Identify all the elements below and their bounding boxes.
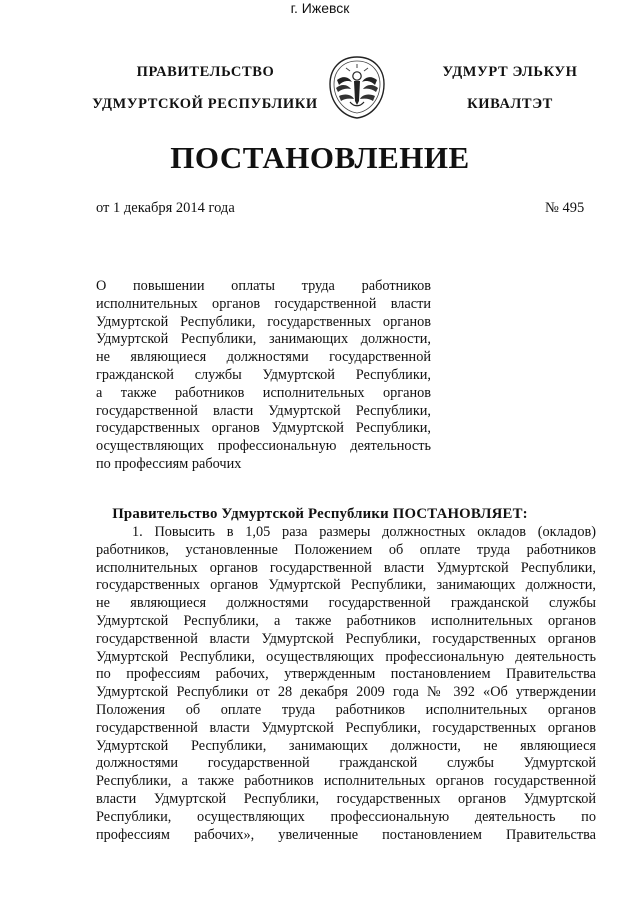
subject-line: не являющиеся должностями государственной [96, 349, 431, 366]
body-line: Республики, а также работников исполнительных органов государственной [96, 773, 596, 790]
document-body [96, 524, 596, 844]
body-line: Удмуртской Республики от 28 декабря 2009 года № 392 «Об утверждении [96, 684, 596, 701]
body-line: власти Удмуртской Республики, государственных органов Удмуртской [96, 790, 596, 807]
header-republic-title-udm: КИВАЛТЭТ [467, 96, 553, 112]
subject-line: Удмуртской Республики, занимающих должности, [96, 331, 431, 348]
body-line: работников, установленные Положением об оплате труда работников [96, 541, 596, 558]
body-line: по профессиям рабочих, утвержденным постановлением Правительства [96, 666, 596, 683]
document-date: от 1 декабря 2014 года [96, 200, 235, 216]
header-government-title-ru: ПРАВИТЕЛЬСТВО [136, 64, 275, 80]
document-title: ПОСТАНОВЛЕНИЕ [170, 140, 470, 175]
body-line: Положения об оплате труда работников исполнительных органов [96, 701, 596, 718]
body-line: не являющиеся должностями государственной гражданской службы [96, 595, 596, 612]
body-line: должностями государственной гражданской службы Удмуртской [96, 755, 596, 772]
subject-line: Удмуртской Республики, государственных органов [96, 313, 431, 330]
subject-line: О повышении оплаты труда работников [96, 278, 431, 294]
coat-of-arms-icon [326, 54, 388, 120]
body-line: Удмуртской Республики, а также работников исполнительных органов [96, 612, 596, 629]
subject-line: государственной власти Удмуртской Республики, [96, 402, 431, 419]
header-republic-title-ru: УДМУРТСКОЙ РЕСПУБЛИКИ [92, 96, 318, 112]
subject-line: гражданской службы Удмуртской Республики, [96, 366, 431, 383]
subject-line: исполнительных органов государственной власти [96, 295, 431, 312]
body-line: исполнительных органов государственной власти Удмуртской Республики, [96, 559, 596, 576]
subject-line: осуществляющих профессиональную деятельность [96, 438, 431, 455]
body-line: Удмуртской Республики, занимающих должности, не являющиеся [96, 737, 596, 754]
body-line: государственных органов Удмуртской Республики, занимающих должности, [96, 577, 596, 594]
document-subject [96, 278, 431, 474]
body-line: государственной власти Удмуртской Республики, государственных органов [96, 630, 596, 647]
subject-line: государственных органов Удмуртской Республики, [96, 420, 431, 437]
body-line: Удмуртской Республики, осуществляющих профессиональную деятельность [96, 648, 596, 665]
subject-line: а также работников исполнительных органов [96, 384, 431, 401]
body-line: 1. Повысить в 1,05 раза размеры должностных окладов (окладов) [132, 524, 596, 540]
body-line: Республики, осуществляющих профессиональную деятельность по [96, 808, 596, 825]
decree-heading: Правительство Удмуртской Республики ПОСТАНОВЛЯЕТ: [112, 506, 528, 522]
body-line: государственной власти Удмуртской Республики, государственных органов [96, 719, 596, 736]
document-number: № 495 [545, 200, 585, 216]
document-city: г. Ижевск [290, 0, 350, 16]
subject-line: по профессиям рабочих [96, 455, 242, 472]
header-government-title-udm: УДМУРТ ЭЛЬКУН [442, 64, 578, 80]
body-line: профессиям рабочих», увеличенные постановлением Правительства [96, 826, 596, 843]
